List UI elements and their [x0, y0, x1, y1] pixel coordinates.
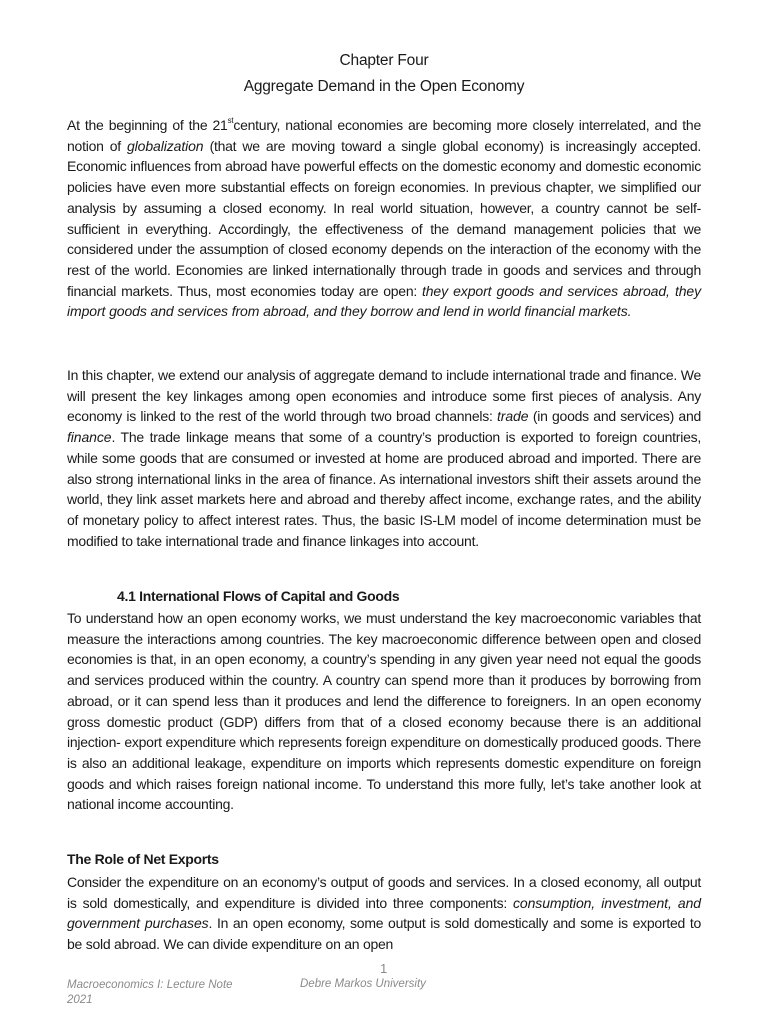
chapter-number: Chapter Four — [339, 52, 429, 69]
section-paragraph: To understand how an open economy works, we must understand the key macroeconomic variables that measure the interactions among countries. The key macroeconomic difference between open and closed economies is that, in an open economy, a country’s spending in any given year need not equal the goods and services produced within the country. A country can spend more than it produces by borrowing from abroad, or it can spend less than it produces and lend the difference to foreigners. In an open economy gross domestic product (GDP) differs from that of a closed economy because there is an additional injection- export expenditure which represents foreign expenditure on domestically produced goods. There is also an additional leakage, expenditure on imports which represents domestic expenditure on foreign goods and which raises foreign national income. To understand this more fully, let’s take another look at national income accounting. — [67, 610, 701, 813]
footer-year: 2021 — [67, 994, 93, 1006]
footer-course-title: Macroeconomics I: Lecture Note — [67, 979, 233, 991]
text: Consider the expenditure on an economy’s output of goods and services. In a closed economy, all output is sold domestically, and expenditure is divided into three components: — [67, 874, 701, 911]
text: century, national economies are becoming more closely interrelated, and the notion of — [67, 117, 701, 154]
text: (in goods and services) and — [528, 408, 702, 425]
emphasis: consumption, investment, and government purchases — [67, 894, 701, 932]
chapter-overview-paragraph — [67, 365, 701, 551]
text: At the beginning of the 21 — [67, 117, 228, 133]
footer-university: Debre Markos University — [300, 978, 426, 990]
text: In this chapter, we extend our analysis of aggregate demand to include international trade and finance. We will present the key linkages among open economies and introduce some first pieces of analysis. Any economy is linked to the rest of the world through two broad channels: — [67, 367, 701, 425]
text: (that we are moving toward a single global economy) is increasingly accepted. Economic influences from abroad have powerful effects on the domestic economy and domestic economic policies have even more substantial effects on foreign economies. In previous chapter, we simplified our analysis by assuming a closed economy. In real world situation, however, a country cannot be self-sufficient in everything. Accordingly, the effectiveness of the demand management policies that we considered under the assumption of closed economy depends on the interaction of the economy with the rest of the world. Economies are linked internationally through trade in goods and services and through financial markets. Thus, most economies today are open: — [67, 137, 701, 299]
net-exports-paragraph — [67, 872, 701, 955]
subsection-heading: The Role of Net Exports — [67, 851, 219, 867]
text: . In an open economy, some output is sold domestically and some is exported to be sold abroad. We can divide expenditure on an open — [67, 915, 702, 953]
footer-course — [67, 978, 233, 1008]
emphasis: trade — [497, 408, 529, 425]
page-number: 1 — [380, 961, 388, 976]
superscript: st — [227, 116, 234, 125]
section-heading: 4.1 International Flows of Capital and Goods — [117, 588, 400, 604]
emphasis: finance — [67, 429, 112, 446]
emphasis: they export goods and services abroad, they import goods and services from abroad, and they borrow and lend in world financial markets. — [67, 282, 702, 320]
intro-paragraph — [67, 115, 701, 322]
text: . The trade linkage means that some of a country’s production is exported to foreign countries, while some goods that are consumed or invested at home are produced abroad and imported. There are also strong international links in the area of finance. As international investors shift their assets around the world, they link asset markets here and abroad and thereby affect income, exchange rates, and the ability of monetary policy to affect interest rates. Thus, the basic IS-LM model of income determination must be modified to take international trade and finance linkages into account. — [67, 429, 701, 549]
emphasis: globalization — [126, 137, 204, 154]
chapter-title: Aggregate Demand in the Open Economy — [243, 78, 525, 95]
